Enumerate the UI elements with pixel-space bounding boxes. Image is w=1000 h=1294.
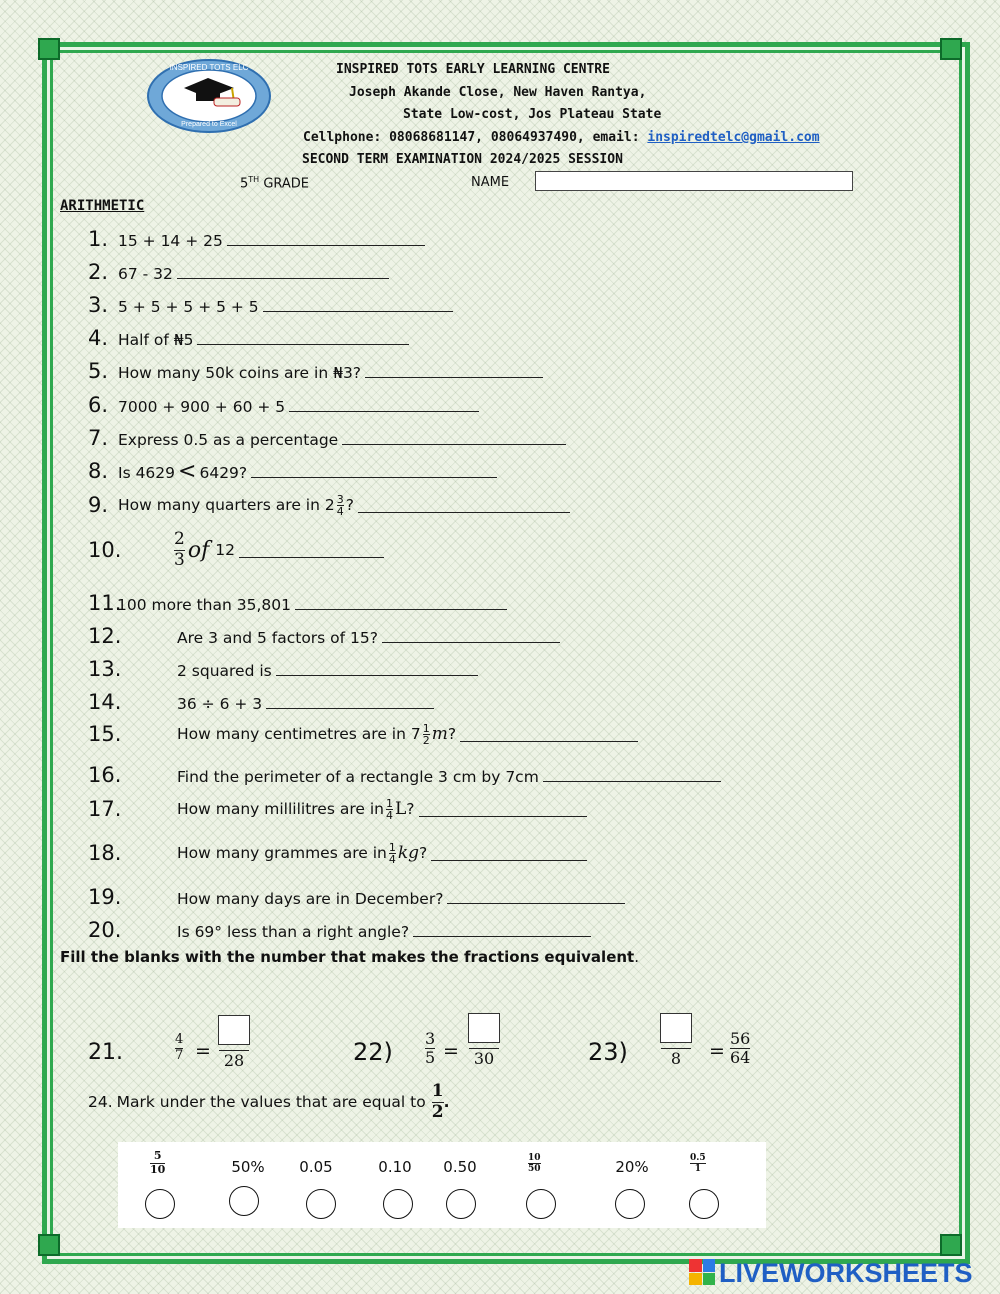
answer-line[interactable] — [197, 330, 409, 345]
question-15: 15. How many centimetres are in 7 $\frac{1}{2}$ m ? — [88, 722, 638, 746]
answer-line[interactable] — [419, 802, 587, 817]
answer-line[interactable] — [276, 661, 478, 676]
grade-label — [240, 175, 309, 191]
liveworksheets-brand[interactable]: LIVEWORKSHEETS — [719, 1258, 973, 1288]
option-label-4: 0.50 — [443, 1158, 477, 1176]
page-border — [42, 42, 970, 1264]
answer-line[interactable] — [460, 727, 638, 742]
name-input[interactable] — [535, 171, 853, 191]
option-label-1: 50% — [231, 1158, 265, 1176]
option-label-0: 5 10 — [150, 1149, 166, 1176]
answer-line[interactable] — [239, 543, 384, 558]
question-22-number: 22) — [353, 1038, 393, 1066]
question-12: 12. Are 3 and 5 factors of 15? — [88, 624, 560, 648]
answer-line[interactable] — [365, 363, 543, 378]
exam-title: SECOND TERM EXAMINATION 2024/2025 SESSION — [302, 152, 623, 167]
question-16: 16. Find the perimeter of a rectangle 3 cm by 7cm — [88, 763, 721, 787]
question-19: 19. How many days are in December? — [88, 885, 625, 909]
answer-line[interactable] — [289, 397, 479, 412]
option-label-7: 0.5 1 — [690, 1153, 706, 1175]
question-17: 17. How many millilitres are in $\frac{1}{4}$ L ? — [88, 797, 587, 821]
question-14: 14. 36 ÷ 6 + 3 — [88, 690, 434, 714]
border-corner — [940, 38, 962, 60]
answer-line[interactable] — [342, 430, 566, 445]
grade-number: 5 — [240, 176, 249, 192]
q21-left-fraction: 4 7 — [175, 1032, 184, 1063]
q21-answer-box[interactable] — [218, 1015, 250, 1045]
options-panel — [118, 1142, 766, 1228]
answer-line[interactable] — [431, 846, 587, 861]
address-line-2: State Low-cost, Jos Plateau State — [403, 107, 662, 122]
contact-text: Cellphone: 08068681147, 08064937490, email: — [303, 130, 648, 145]
grade-word: GRADE — [263, 176, 310, 192]
question-20: 20. Is 69° less than a right angle? — [88, 918, 591, 942]
question-5: 5. How many 50k coins are in ₦3? — [88, 359, 543, 383]
email-link[interactable]: inspiredtelc@gmail.com — [647, 130, 820, 145]
question-10: 10. 2 3 of 12 — [88, 530, 384, 570]
school-logo — [146, 58, 272, 134]
question-6: 6. 7000 + 900 + 60 + 5 — [88, 393, 479, 417]
option-radio-6[interactable] — [615, 1189, 645, 1219]
grade-suffix: TH — [248, 175, 260, 184]
answer-line[interactable] — [447, 889, 625, 904]
question-4: 4. Half of ₦5 — [88, 326, 409, 350]
answer-line[interactable] — [263, 297, 453, 312]
question-2: 2. 67 - 32 — [88, 260, 389, 284]
option-radio-4[interactable] — [446, 1189, 476, 1219]
instruction-text: Fill the blanks with the number that makes the fractions equivalent. — [60, 948, 639, 966]
answer-line[interactable] — [358, 498, 570, 513]
school-name: INSPIRED TOTS EARLY LEARNING CENTRE — [336, 62, 610, 77]
answer-line[interactable] — [251, 463, 497, 478]
address-line-1: Joseph Akande Close, New Haven Rantya, — [349, 85, 647, 100]
question-3: 3. 5 + 5 + 5 + 5 + 5 — [88, 293, 453, 317]
q23-answer-box[interactable] — [660, 1013, 692, 1043]
question-21-number: 21. — [88, 1040, 123, 1065]
section-title: ARITHMETIC — [60, 198, 145, 214]
option-label-5: 10 50 — [528, 1153, 541, 1175]
question-9: 9. How many quarters are in 2 $\frac{3}{4}$ ? — [88, 493, 570, 517]
question-24: 24. Mark under the values that are equal to 1 2 . — [88, 1081, 450, 1122]
answer-line[interactable] — [177, 264, 389, 279]
answer-line[interactable] — [543, 767, 721, 782]
question-11: 11. 100 more than 35,801 — [88, 591, 507, 615]
option-radio-0[interactable] — [145, 1189, 175, 1219]
option-label-3: 0.10 — [378, 1158, 412, 1176]
question-1: 1. 15 + 14 + 25 — [88, 227, 425, 251]
logo-top-text: INSPIRED TOTS ELC — [169, 63, 249, 72]
question-23-number: 23) — [588, 1038, 628, 1066]
question-18: 18. How many grammes are in $\frac{1}{4}$ kg ? — [88, 841, 587, 865]
option-label-2: 0.05 — [299, 1158, 333, 1176]
answer-line[interactable] — [227, 231, 425, 246]
option-label-6: 20% — [615, 1158, 649, 1176]
q23-right-fraction: 56 64 — [730, 1029, 751, 1068]
border-corner — [38, 38, 60, 60]
question-13: 13. 2 squared is — [88, 657, 478, 681]
option-radio-5[interactable] — [526, 1189, 556, 1219]
border-corner — [940, 1234, 962, 1256]
question-8: 8. Is 4629 < 6429? — [88, 459, 497, 483]
q21-right-fraction: 28 — [218, 1015, 250, 1070]
q22-left-fraction: 3 5 — [425, 1029, 436, 1068]
option-radio-7[interactable] — [689, 1189, 719, 1219]
answer-line[interactable] — [382, 628, 560, 643]
q22-right-fraction: 30 — [468, 1013, 500, 1068]
contact-line — [303, 130, 820, 145]
answer-line[interactable] — [413, 922, 591, 937]
q22-answer-box[interactable] — [468, 1013, 500, 1043]
name-label: NAME — [471, 175, 510, 190]
answer-line[interactable] — [266, 694, 434, 709]
border-corner — [38, 1234, 60, 1256]
question-7: 7. Express 0.5 as a percentage — [88, 426, 566, 450]
q23-left-fraction: 8 — [660, 1013, 692, 1068]
option-radio-1[interactable] — [229, 1186, 259, 1216]
liveworksheets-logo-icon — [689, 1259, 715, 1285]
option-radio-3[interactable] — [383, 1189, 413, 1219]
answer-line[interactable] — [295, 595, 507, 610]
logo-bottom-text: Prepared to Excel — [181, 121, 237, 128]
option-radio-2[interactable] — [306, 1189, 336, 1219]
